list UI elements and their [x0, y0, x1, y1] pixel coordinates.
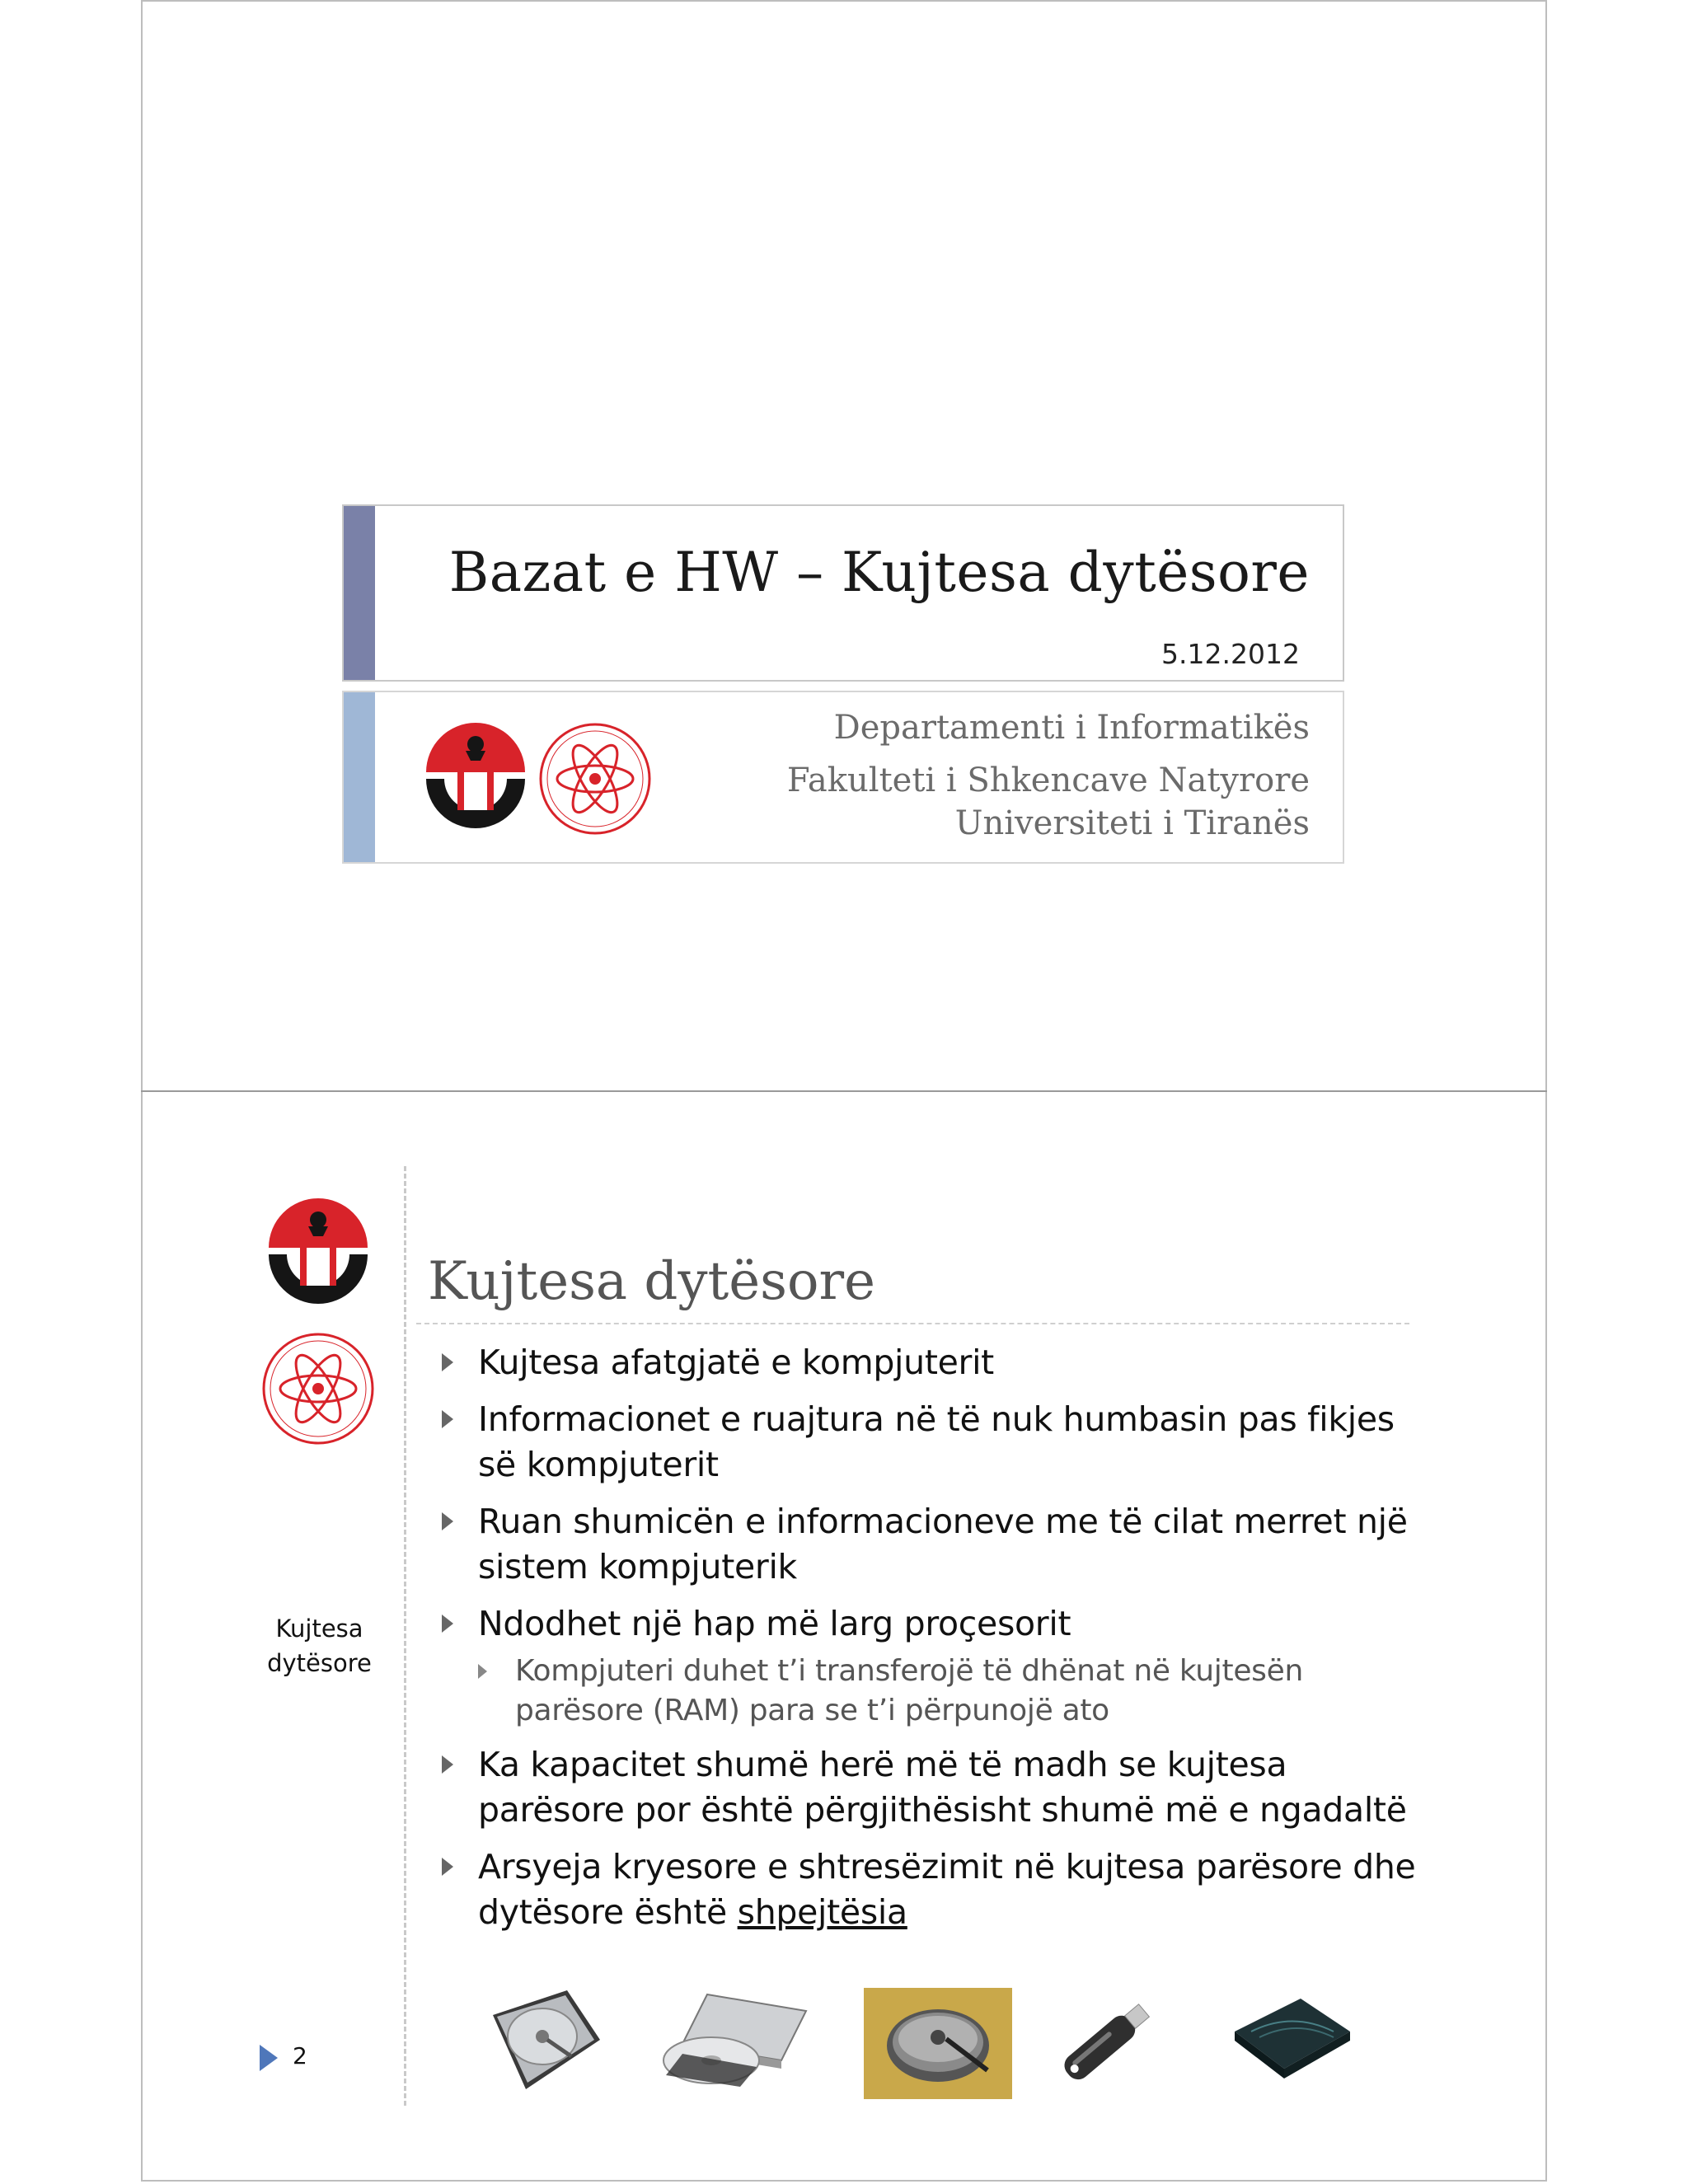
- page-number: 2: [293, 2042, 307, 2069]
- bullet-arrow-icon: [442, 1410, 453, 1428]
- bullet-item: Ka kapacitet shumë herë më të madh se kujtesa parësore por është përgjithësisht shumë më e ngadaltë: [429, 1742, 1418, 1833]
- university-logo: [418, 721, 533, 837]
- bullet-list: [429, 1340, 1418, 1947]
- bullet-item: Informacionet e ruajtura në të nuk humbasin pas fikjes së kompjuterit: [429, 1397, 1418, 1488]
- hard-disk-icon: [476, 1982, 608, 2097]
- sidebar-university-logo: [260, 1197, 376, 1312]
- slide-divider: [141, 1090, 1547, 1092]
- disassembled-disk-icon: [864, 1988, 1012, 2099]
- sidebar-faculty-logo: [260, 1331, 376, 1446]
- bullet-arrow-icon: [442, 1512, 453, 1530]
- sidebar-caption-line1: Kujtesa: [275, 1615, 363, 1643]
- slide-title: Kujtesa dytësore: [428, 1251, 875, 1312]
- university-name: Universiteti i Tiranës: [954, 804, 1310, 842]
- department-name: Departamenti i Informatikës: [833, 709, 1310, 747]
- bullet-item: Kujtesa afatgjatë e kompjuterit: [429, 1340, 1418, 1385]
- bullet-arrow-icon: [442, 1755, 453, 1774]
- sidebar-divider: [404, 1166, 406, 2106]
- faculty-logo: [537, 721, 653, 837]
- page-arrow-icon: [260, 2045, 278, 2071]
- bullet-item: Arsyeja kryesore e shtresëzimit në kujtesa parësore dhe dytësore është shpejtësia: [429, 1844, 1418, 1935]
- institution-box: [342, 691, 1344, 864]
- title-rule: [416, 1323, 1409, 1324]
- info-accent-bar: [344, 692, 375, 862]
- sub-bullet-arrow-icon: [478, 1664, 487, 1679]
- title-box: [342, 504, 1344, 682]
- sub-bullet-item: Kompjuteri duhet t’i transferojë të dhënat në kujtesën parësore (RAM) para se t’i përpunojë ato: [429, 1652, 1418, 1731]
- bullet-item: Ndodhet një hap më larg proçesorit: [429, 1601, 1418, 1647]
- usb-drive-icon: [1048, 1986, 1164, 2097]
- external-drive-icon: [1218, 1986, 1362, 2089]
- bullet-item: Ruan shumicën e informacioneve me të cilat merret një sistem kompjuterik: [429, 1499, 1418, 1590]
- sidebar-caption: [247, 1611, 392, 1680]
- faculty-name: Fakulteti i Shkencave Natyrore: [786, 762, 1310, 799]
- speed-keyword: shpejtësia: [737, 1892, 907, 1932]
- sidebar-caption-line2: dytësore: [267, 1649, 372, 1677]
- presentation-title: Bazat e HW – Kujtesa dytësore: [448, 541, 1310, 604]
- bullet-arrow-icon: [442, 1615, 453, 1633]
- optical-drive-icon: [658, 1986, 814, 2093]
- title-accent-bar: [344, 506, 375, 680]
- bullet-arrow-icon: [442, 1353, 453, 1371]
- bullet-arrow-icon: [442, 1858, 453, 1876]
- presentation-date: 5.12.2012: [1161, 638, 1300, 670]
